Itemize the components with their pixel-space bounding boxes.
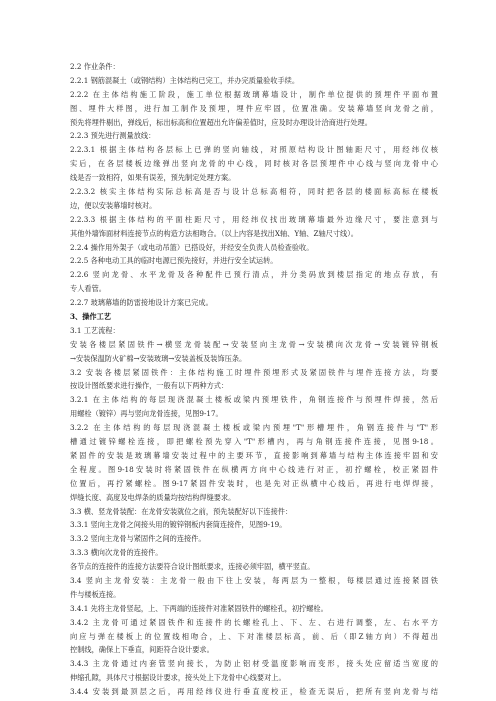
text-line: 控制线，确保上下垂直，间距符合设计要求。 [70,645,214,655]
text-line: 紧固件的安装是玻璃幕墙安装过程中的主要环节，直接影响到幕墙与结构主体连接牢固和安 [70,450,438,460]
text-line: 3.3.3 横向次龙骨的连接件。 [70,548,163,558]
text-line: 2.2.6 竖向龙骨、水平龙骨及各种配件已预行清点，并分类码放到楼层指定的地点存放，有 [70,270,438,280]
text-line: →安装保温防火矿棉→安装玻璃→安装盖板及装饰压条。 [70,353,247,363]
text-line: 实后，在各层楼板边缘弹出竖向龙骨的中心线，同时核对各层预埋件中心线与竖向龙骨中心 [70,159,438,169]
text-line: 槽通过镀锌螺栓连接，即把螺栓预先穿入"T"形槽内，再与角钢连接件连接，见图9-18。 [70,437,438,447]
text-line: 2.2.4 操作用外架子（或电动吊篮）已搭设好，并经安全负责人员检查验收。 [70,242,314,252]
text-line: 专人看管。 [70,284,106,294]
text-line: 3.4 竖向主龙骨安装：主龙骨一般由下往上安装，每两层为一整根，每楼层通过连接紧固铁 [70,575,438,585]
text-line: 线是否一致相符，如果有误差，预先制定处理方案。 [70,173,236,183]
text-line: 2.2.5 各种电动工具的临时电源已预先接好，并进行安全试运转。 [70,256,278,266]
text-line: 3.3.2 竖向主龙骨与紧固件之间的连接件。 [70,534,206,544]
text-line: 各节点的连接件的连接方法要符合设计图纸要求，连接必须牢固，横平竖直。 [70,562,315,572]
text-line: 预先将埋件剔出，弹线后，标出标高和位置超出允许偏差值时，应及时办理设计洽商进行处理。 [70,117,372,127]
text-line: 3.4.2 主龙骨可通过紧固铁件和连接件的长螺栓孔上、下、左、右进行调整，左、右水平方 [70,617,438,627]
text-line: 件与楼板连接。 [70,589,121,599]
text-line: 3.3 横、竖龙骨装配：在龙骨安装就位之前，预先装配好以下连接件： [70,506,293,516]
text-line: 3.4.3 主龙骨通过内套管竖向接长，为防止铝材受温度影响而变形，接头处应留适当宽度的 [70,659,438,669]
text-line: 3.2 安装各楼层紧固铁件：主体结构施工时埋件预埋形式及紧固铁件与埋件连接方法，均要 [70,367,438,377]
text-line: 3.4.1 先将主龙骨竖起，上、下两端的连接件对准紧固铁件的螺栓孔，初拧螺栓。 [70,603,328,613]
text-line: 全程度。图9-18安装时将紧固铁件在纵横两方向中心线进行对正，初拧螺栓，校正紧固件 [70,464,438,474]
text-line: 3.2.2 在主体结构的每层现浇混凝土楼板或梁内预埋"T"形槽埋件，角钢连接件与"T"形 [70,423,438,433]
text-line: 3.3.1 竖向主龙骨之间接头用的镀锌钢板内套筒连接件，见图9-19。 [70,520,287,530]
text-line: 2.2.3.2 核实主体结构实际总标高是否与设计总标高相符，同时把各层的楼面标高标在楼板 [70,187,438,197]
text-line: 位置后，再拧紧螺栓。图9-17紧固件安装时，也是先对正纵横中心线后，再进行电焊焊接， [70,478,438,488]
section-heading: 3、操作工艺 [70,312,111,322]
text-line: 按设计图纸要求进行操作，一般有以下两种方式： [70,381,229,391]
text-line: 2.2.3.3 根据主体结构的平面柱距尺寸，用经纬仪找出玻璃幕墙最外边缘尺寸，要注意到与 [70,214,438,224]
text-line: 安装各楼层紧固铁件→横竖龙骨装配→安装竖向主龙骨→安装横向次龙骨→安装镀锌钢板 [70,339,438,349]
text-line: 2.2.1 钢筋混凝土（或钢结构）主体结构已完工，并办完质量验收手续。 [70,75,300,85]
text-line: 图、埋件大样图，进行加工制作及预埋，埋件应牢固，位置准确。安装幕墙竖向龙骨之前， [70,103,438,113]
text-line: 2.2.3.1 根据主体结构各层标上已弹的竖向轴线，对照原结构设计图轴距尺寸，用经纬仪核 [70,145,438,155]
text-line: 3.1 工艺流程： [70,325,120,335]
text-line: 焊缝长度、高度及电焊条的质量均按结构焊缝要求。 [70,492,236,502]
text-line: 3.2.1 在主体结构的每层现浇混凝土楼板或梁内预埋铁件，角钢连接件与预埋件焊接，然后 [70,395,438,405]
text-line: 边，便以安装幕墙时核对。 [70,200,157,210]
text-line: 向应与弹在楼板上的位置线相吻合，上、下对准楼层标高，前、后（即Z轴方向）不得超出 [70,631,438,641]
text-line: 3.4.4 安装到最顶层之后，再用经纬仪进行垂直度校正，检查无误后，把所有竖向龙骨与结 [70,687,438,697]
text-line: 2.2.3 预先进行测量放线： [70,131,156,141]
text-line: 2.2.7 玻璃幕墙的防雷接地设计方案已完成。 [70,298,213,308]
text-line: 伸缩孔隙，具体尺寸根据设计要求，接头处上下龙骨中心线要对上。 [70,673,286,683]
text-line: 2.2 作业条件： [70,62,120,71]
text-line: 用螺栓（镀锌）再与竖向龙骨连接，见图9-17。 [70,409,223,419]
text-line: 其他外墙饰面材料连接节点的构造方法相吻合。（以上内容是找出X轴、Y轴、Z轴尺寸线）。 [70,228,358,238]
text-line: 2.2.2 在主体结构施工阶段，施工单位根据玻璃幕墙设计，制作单位提供的预埋件平面布置 [70,89,438,99]
